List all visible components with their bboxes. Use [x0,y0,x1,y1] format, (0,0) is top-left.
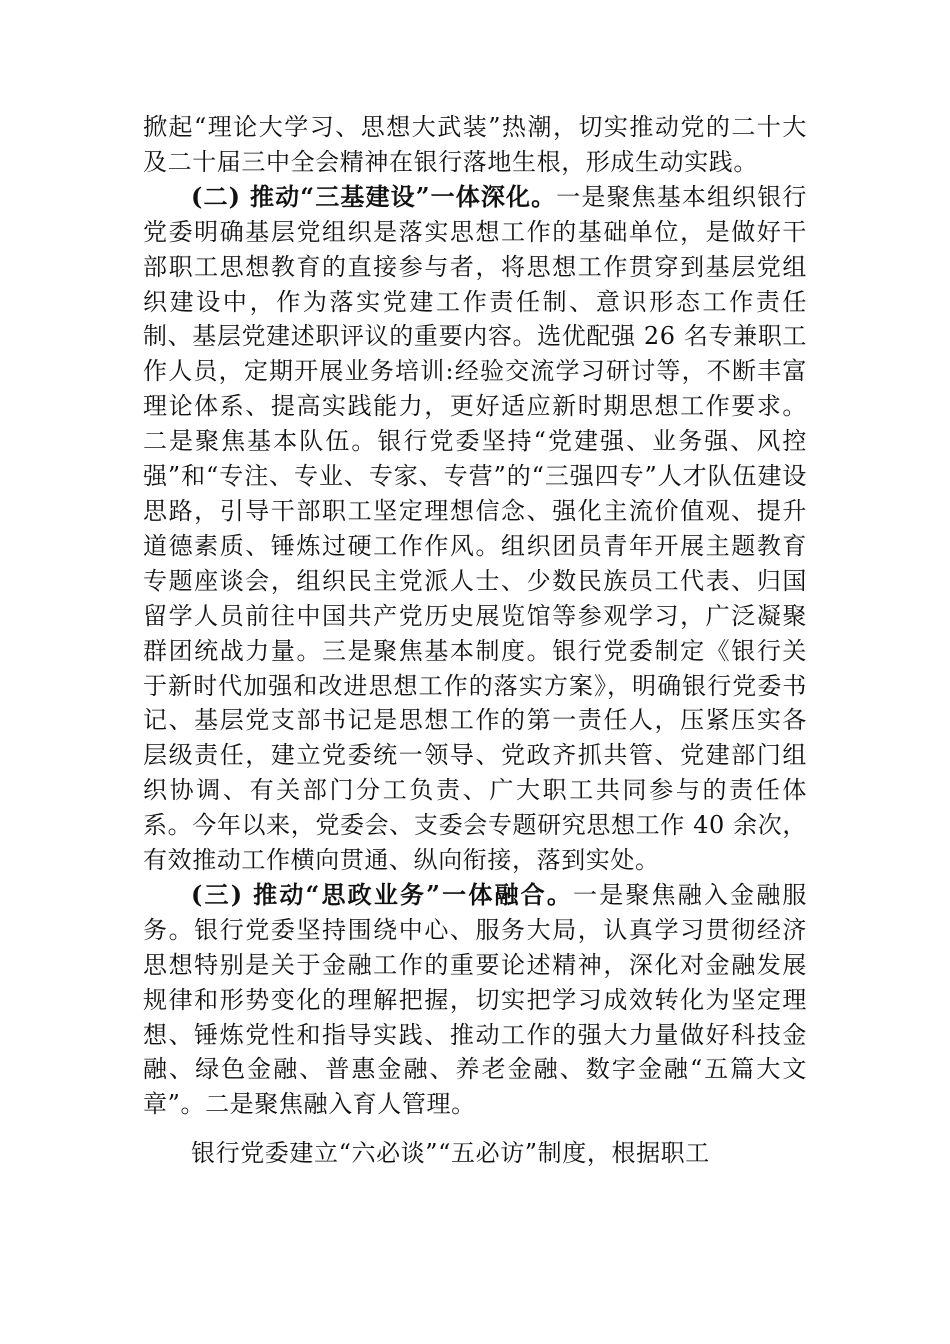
section-heading-two: (二) 推动“三基建设”一体深化。 [191,181,557,211]
paragraph-ideology-business [143,878,807,1122]
paragraph-talk-visit-system: 银行党委建立“六必谈”“五必访”制度，根据职工 [191,1139,710,1168]
section-heading-three: (三) 推动“思政业务”一体融合。 [191,879,574,909]
paragraph-continuation: 掀起“理论大学习、思想大武装”热潮，切实推动党的二十大及二十届三中全会精神在银行落地生根，形成生动实践。 [143,113,807,176]
paragraph-three-foundations [143,180,807,878]
document-body [143,110,807,1171]
paragraph-body: 一是聚焦融入金融服务。银行党委坚持围绕中心、服务大局，认真学习贯彻经济思想特别是关于金融工作的重要论述精神，深化对金融发展规律和形势变化的理解把握，切实把学习成效转化为坚定理想、锤炼党性和指导实践、推动工作的强大力量做好科技金融、绿色金融、普惠金融、养老金融、数字金融“五篇大文章”。二是聚焦融入育人管理。 [143,880,808,1119]
paragraph-body: 一是聚焦基本组织银行党委明确基层党组织是落实思想工作的基础单位，是做好干部职工思想教育的直接参与者，将思想工作贯穿到基层党组织建设中，作为落实党建工作责任制、意识形态工作责任制、基层党建述职评议的重要内容。选优配强 26 名专兼职工作人员，定期开展业务培训:经验交流学习研讨等，不断丰富理论体系、提高实践能力，更好适应新时期思想工作要求。二是聚焦基本队伍。银行党委坚持“党建强、业务强、风控强”和“专注、专业、专家、专营”的“三强四专”人才队伍建设思路，引导干部职工坚定理想信念、强化主流价值观、提升道德素质、锤炼过硬工作作风。组织团员青年开展主题教育专题座谈会，组织民主党派人士、少数民族员工代表、归国留学人员前往中国共产党历史展览馆等参观学习，广泛凝聚群团统战力量。三是聚焦基本制度。银行党委制定《银行关于新时代加强和改进思想工作的落实方案》，明确银行党委书记、基层党支部书记是思想工作的第一责任人，压紧压实各层级责任，建立党委统一领导、党政齐抓共管、党建部门组织协调、有关部门分工负责、广大职工共同参与的责任体系。今年以来，党委会、支委会专题研究思想工作 40 余次，有效推动工作横向贯通、纵向衔接，落到实处。 [143,182,808,875]
